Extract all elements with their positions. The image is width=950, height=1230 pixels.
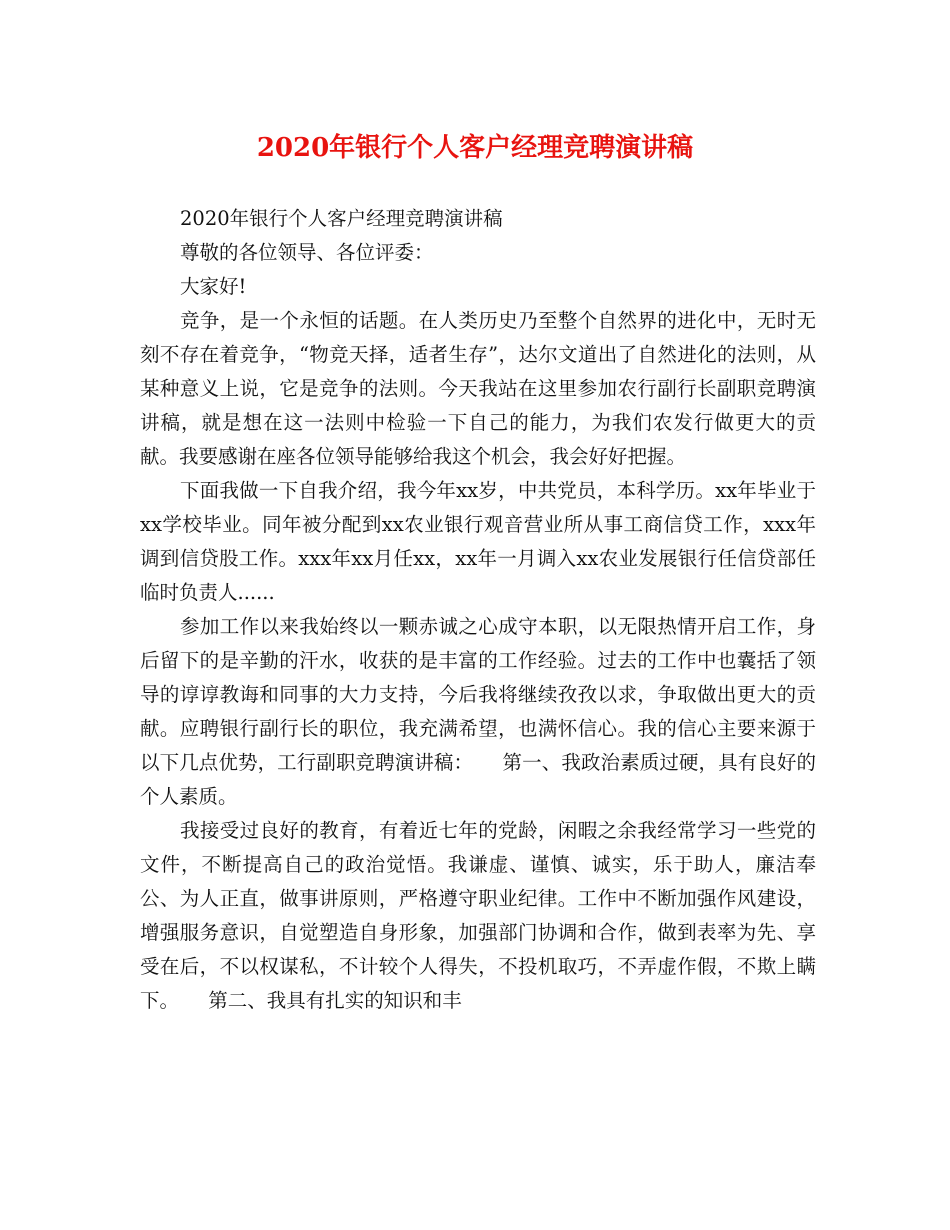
body-paragraph: 2020年银行个人客户经理竞聘演讲稿 [180,207,503,230]
body-paragraph: 参加工作以来我始终以一颗赤诚之心成守本职，以无限热情开启工作，身后留下的是辛勤的汗水，收获的是丰富的工作经验。过去的工作中也囊括了领导的谆谆教诲和同事的大力支持，今后我将继续孜孜以求，争取做出更大的贡献。应聘银行副行长的职位，我充满希望，也满怀信心。我的信心主要来源于以下几点优势，工行副职竞聘演讲稿： 第一、我政治素质过硬，具有良好的个人素质。 [140,615,816,808]
body-paragraph: 我接受过良好的教育，有着近七年的党龄，闲暇之余我经常学习一些党的文件，不断提高自己的政治觉悟。我谦虚、谨慎、诚实，乐于助人，廉洁奉公、为人正直，做事讲原则，严格遵守职业纪律。工作中不断加强作风建设，增强服务意识，自觉塑造自身形象，加强部门协调和合作，做到表率为先、享受在后，不以权谋私，不计较个人得失，不投机取巧，不弄虚作假，不欺上瞒下。 第二、我具有扎实的知识和丰 [140,819,816,1012]
document-title: 2020年银行个人客户经理竞聘演讲稿 [256,133,694,163]
body-paragraph: 下面我做一下自我介绍，我今年xx岁，中共党员，本科学历。xx年毕业于xx学校毕业。同年被分配到xx农业银行观音营业所从事工商信贷工作，xxx年调到信贷股工作。xxx年xx月任xx，xx年一月调入xx农业发展银行任信贷部任临时负责人...... [140,479,816,604]
body-paragraph: 竞争，是一个永恒的话题。在人类历史乃至整个自然界的进化中，无时无刻不存在着竞争，“物竞天择，适者生存”，达尔文道出了自然进化的法则，从某种意义上说，它是竞争的法则。今天我站在这里参加农行副行长副职竞聘演讲稿，就是想在这一法则中检验一下自己的能力，为我们农发行做更大的贡献。我要感谢在座各位领导能够给我这个机会，我会好好把握。 [140,309,816,468]
body-paragraph: 尊敬的各位领导、各位评委： [180,241,434,264]
document-body [140,202,816,1018]
body-paragraph: 大家好! [180,275,247,298]
